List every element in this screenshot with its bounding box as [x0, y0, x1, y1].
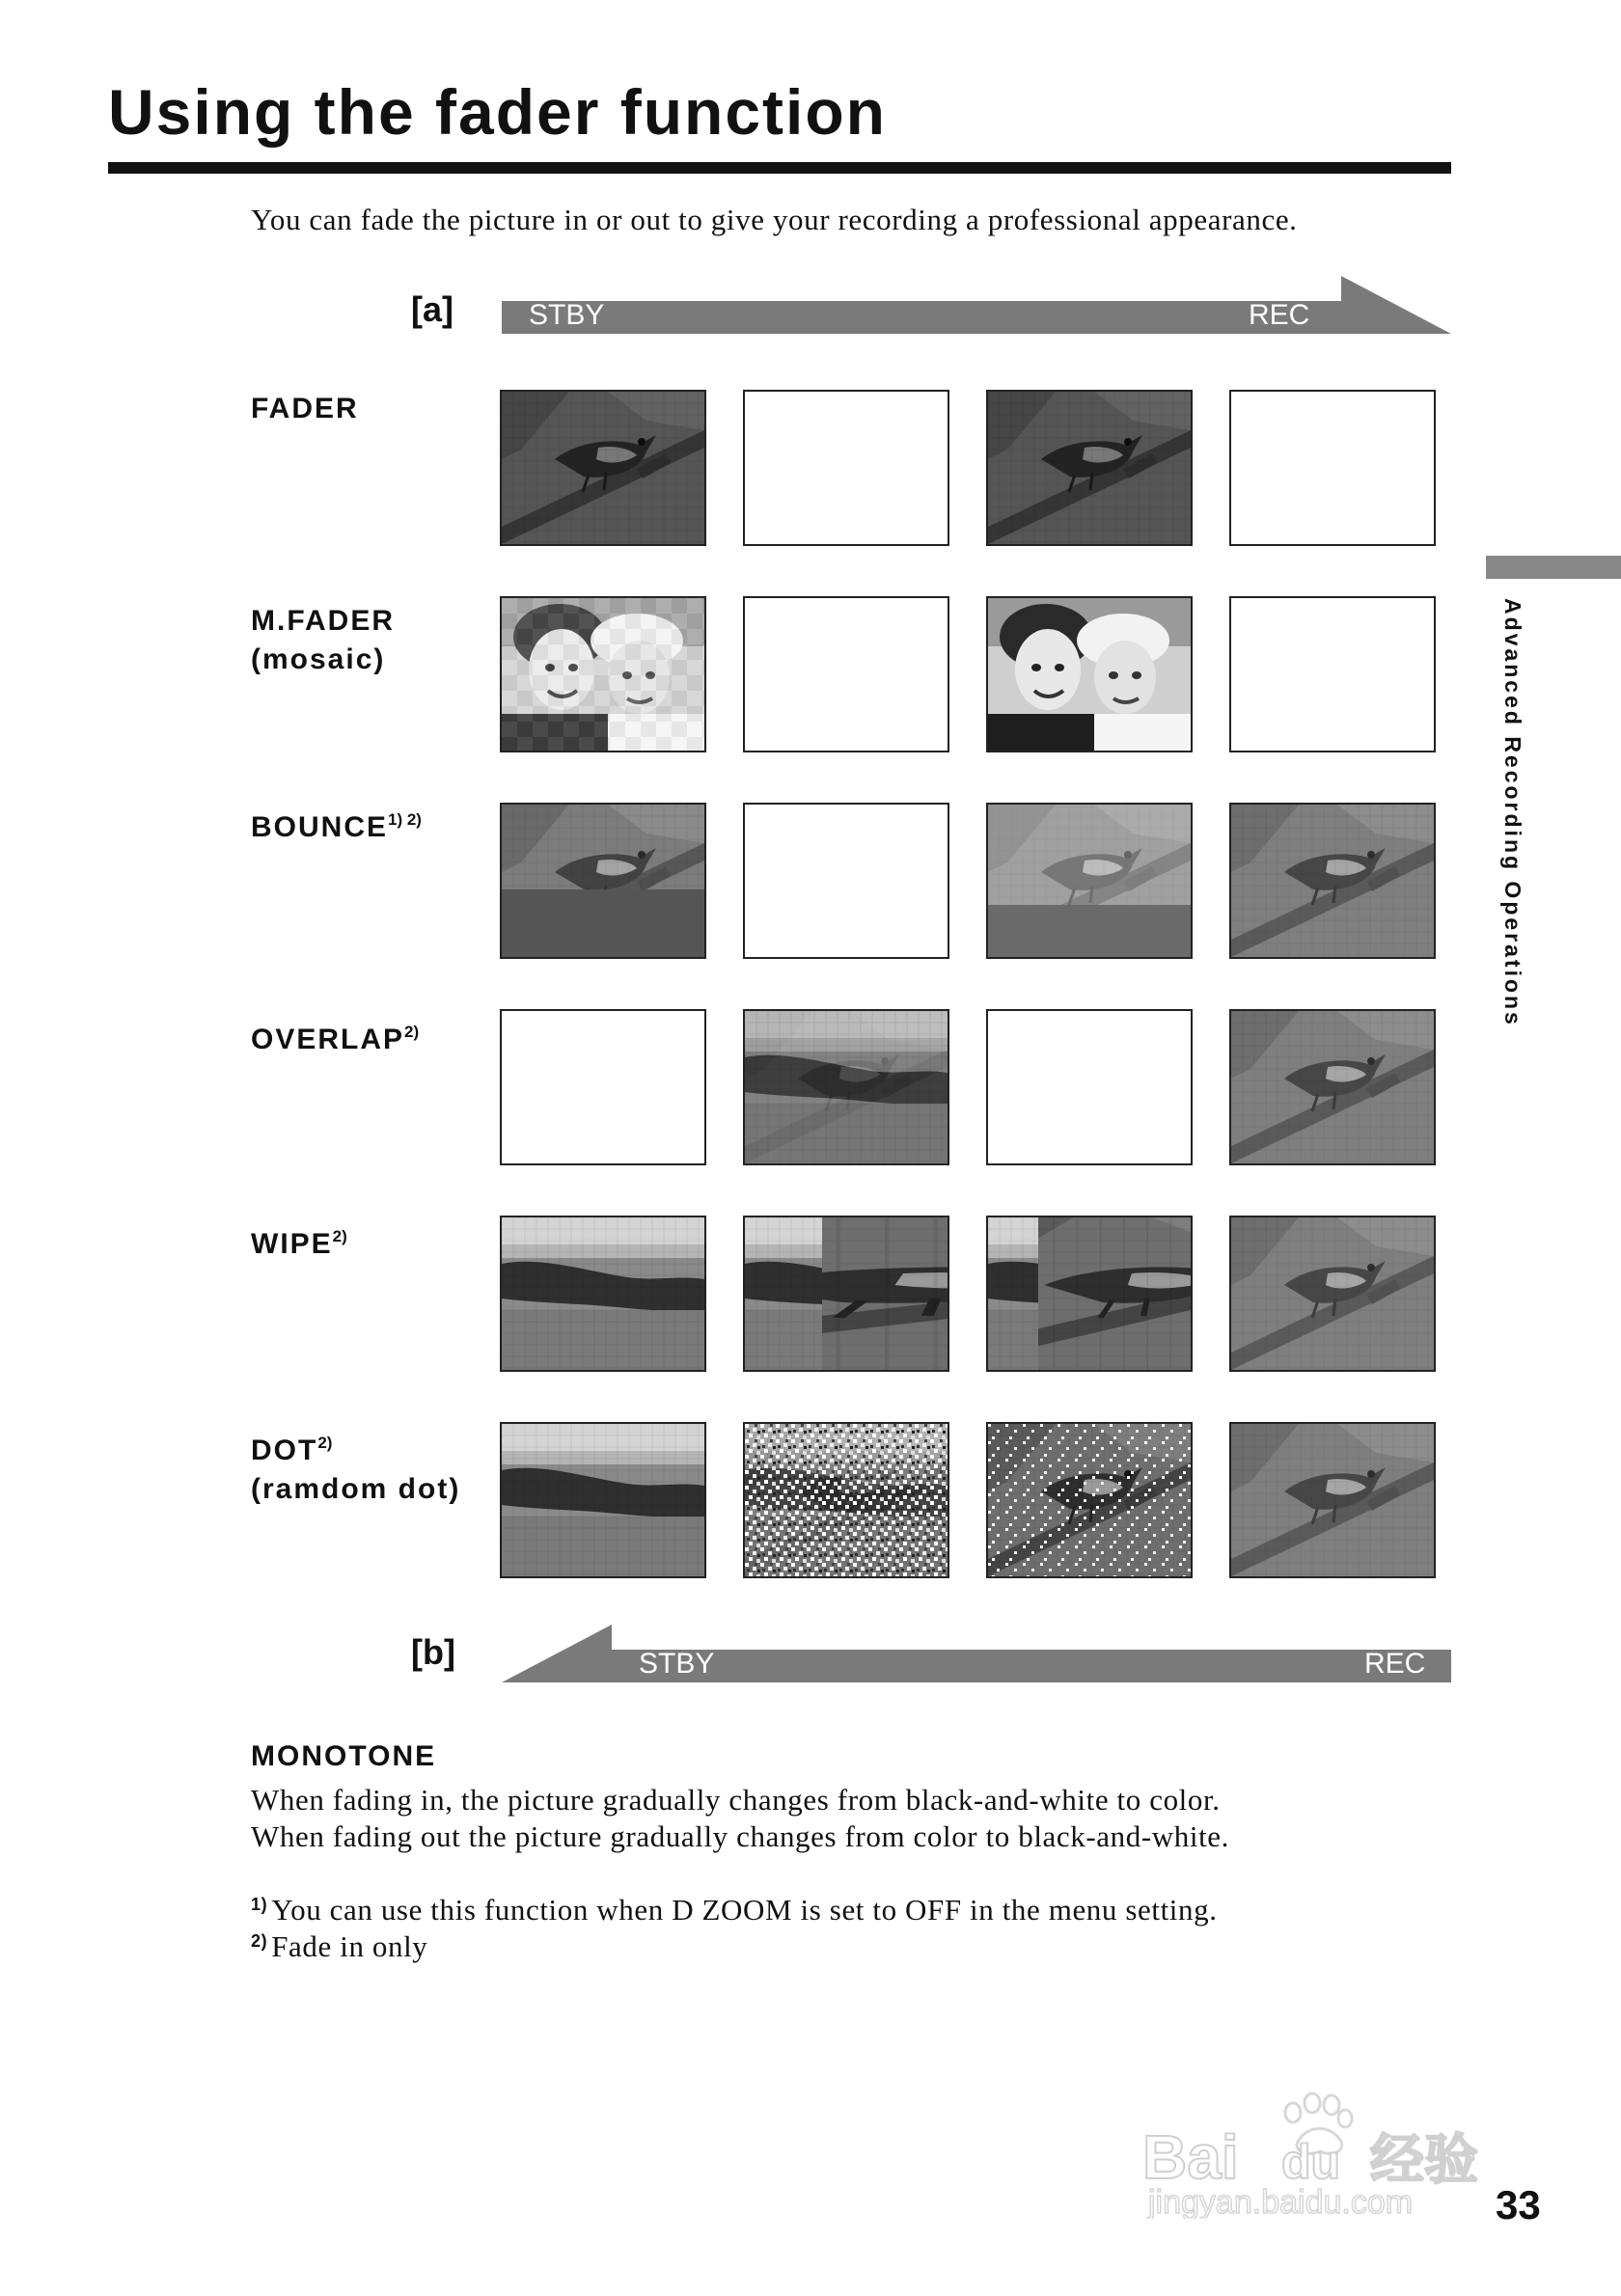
frame-mfader-2 [743, 596, 949, 752]
frame-bounce-3 [986, 803, 1193, 959]
baidu-watermark-logo [1139, 2074, 1544, 2219]
frame-wipe-1 [500, 1216, 706, 1372]
frame-mfader-3 [986, 596, 1193, 752]
row-sublabel-mosaic: (mosaic) [251, 643, 386, 675]
svg-text:du: du [1281, 2135, 1341, 2189]
row-label-overlap: OVERLAP$^{2)}$ [251, 1023, 420, 1055]
frame-fader-4 [1229, 390, 1436, 546]
side-section-title: Advanced Recording Operations [1500, 598, 1525, 1027]
row-label-wipe: WIPE$^{2)}$ [251, 1227, 347, 1260]
row-label-mfader: M.FADER (mosaic) [251, 605, 395, 675]
frame-fader-3 [986, 390, 1193, 546]
arrow-b-stby: STBY [639, 1648, 715, 1680]
arrow-a-stby: STBY [529, 299, 605, 331]
row-label-fader: FADER [251, 393, 359, 424]
arrow-b-bracket: [b] [411, 1632, 455, 1672]
footnote-ref: 2) [332, 1227, 347, 1245]
frame-wipe-2 [743, 1216, 949, 1372]
frame-overlap-3 [986, 1009, 1193, 1165]
frame-mfader-1 [500, 596, 706, 752]
title-rule [108, 162, 1451, 174]
frame-dot-4 [1229, 1422, 1436, 1578]
frame-mfader-4 [1229, 596, 1436, 752]
footnote-ref: 2) [404, 1023, 420, 1041]
footnote-1: $^{1)}$ You can use this function when D ZOOM is set to OFF in the menu setting. [251, 1893, 1218, 1927]
page-title: Using the fader function [108, 76, 887, 148]
monotone-line-1: When fading in, the picture gradually changes from black-and-white to color. [251, 1783, 1221, 1817]
monotone-line-2: When fading out the picture gradually changes from color to black-and-white. [251, 1819, 1230, 1853]
frame-overlap-2 [743, 1009, 949, 1165]
svg-text:经验: 经验 [1370, 2129, 1478, 2192]
arrow-a-rec: REC [1249, 299, 1310, 331]
row-sublabel-random-dot: (ramdom dot) [251, 1473, 461, 1505]
svg-text:jingyan.baidu.com: jingyan.baidu.com [1148, 2184, 1414, 2219]
frame-overlap-1 [500, 1009, 706, 1165]
row-label-bounce: $BOUNCE^{1) 2)}$ [251, 810, 422, 843]
arrow-b-rec: REC [1364, 1648, 1426, 1680]
svg-text:Bai: Bai [1142, 2122, 1239, 2192]
frame-wipe-4 [1229, 1216, 1436, 1372]
footnote-ref: 2) [317, 1434, 333, 1452]
monotone-heading: MONOTONE [251, 1740, 437, 1772]
section-tab-marker [1486, 556, 1621, 579]
frame-overlap-4 [1229, 1009, 1436, 1165]
frame-bounce-4 [1229, 803, 1436, 959]
page-number: 33 [1496, 2182, 1541, 2228]
frame-fader-2 [743, 390, 949, 546]
frame-dot-1 [500, 1422, 706, 1578]
footnote-2: $^{2)}$ Fade in only [251, 1929, 428, 1963]
frame-dot-2 [743, 1422, 949, 1578]
intro-text: You can fade the picture in or out to give your recording a professional appearance. [251, 203, 1298, 236]
frame-fader-1 [500, 390, 706, 546]
frame-wipe-3 [986, 1216, 1193, 1372]
frame-dot-3 [986, 1422, 1193, 1578]
arrow-a-bracket: [a] [411, 289, 453, 329]
frame-bounce-1 [500, 803, 706, 959]
row-label-dot: DOT$^{2)}$ (ramdom dot) [251, 1434, 461, 1505]
frame-bounce-2 [743, 803, 949, 959]
footnote-ref: 1) 2) [388, 810, 422, 829]
